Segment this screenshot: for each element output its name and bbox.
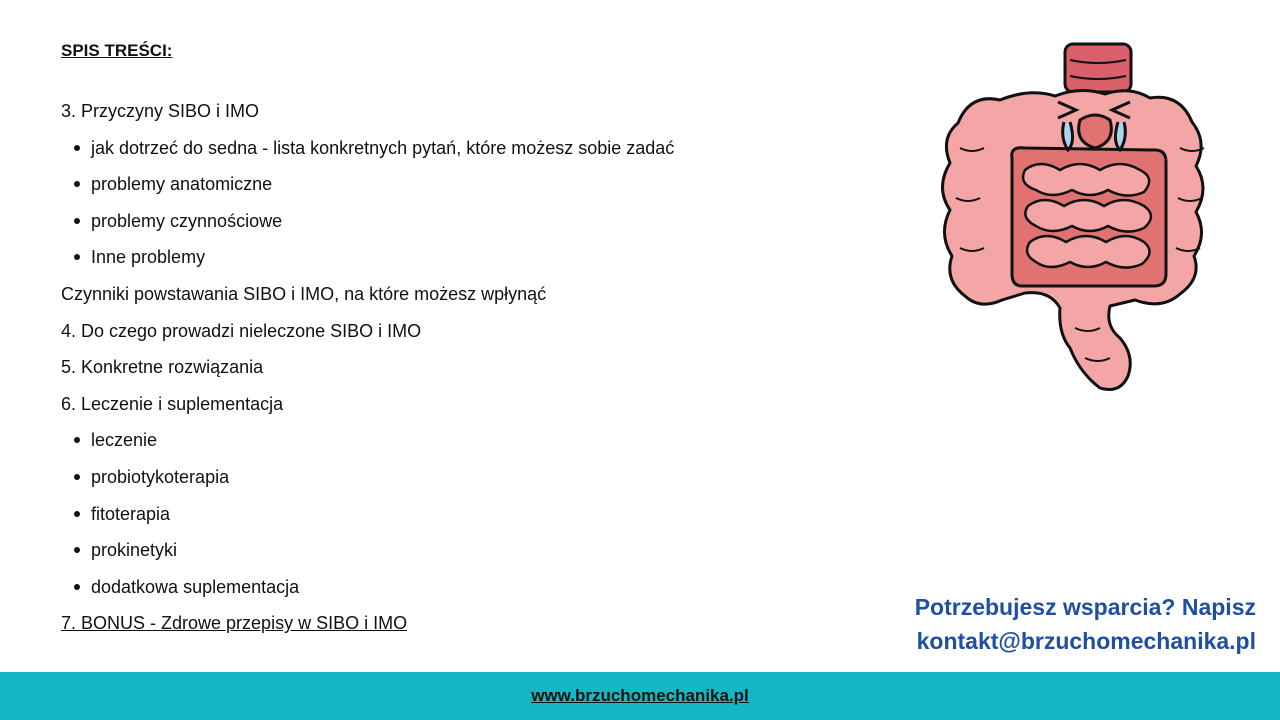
toc-subitem: probiotykoterapia (61, 464, 881, 501)
toc-subitem: dodatkowa suplementacja (61, 574, 881, 611)
footer-website-link[interactable]: www.brzuchomechanika.pl (531, 686, 749, 705)
toc-subitem: jak dotrzeć do sedna - lista konkretnych pytań, które możesz sobie zadać (61, 135, 881, 172)
support-callout (915, 590, 1256, 658)
toc-item: Czynniki powstawania SIBO i IMO, na które możesz wpłynąć (61, 283, 547, 304)
toc-subitem: fitoterapia (61, 501, 881, 538)
toc-subitem: problemy anatomiczne (61, 171, 881, 208)
toc-item: 3. Przyczyny SIBO i IMO (61, 101, 260, 121)
toc-subitem: problemy czynnościowe (61, 208, 881, 245)
support-email[interactable]: kontakt@brzuchomechanika.pl (916, 628, 1256, 654)
table-of-contents (61, 98, 881, 647)
crying-intestine-icon (930, 38, 1230, 398)
toc-subitem: leczenie (61, 427, 881, 464)
toc-bonus-item[interactable]: 7. BONUS - Zdrowe przepisy w SIBO i IMO (61, 613, 408, 634)
toc-subitem: Inne problemy (61, 244, 881, 281)
stomach-tube (1065, 44, 1131, 92)
support-question: Potrzebujesz wsparcia? Napisz (914, 594, 1256, 620)
toc-item: 6. Leczenie i suplementacja (61, 393, 284, 414)
toc-item: 4. Do czego prowadzi nieleczone SIBO i IMO (61, 320, 422, 341)
small-intestine-loops (1023, 164, 1151, 268)
toc-item: 5. Konkretne rozwiązania (61, 357, 264, 378)
toc-subitem: prokinetyki (61, 537, 881, 574)
toc-title: SPIS TREŚCI: (61, 41, 173, 60)
footer-bar (0, 672, 1280, 720)
